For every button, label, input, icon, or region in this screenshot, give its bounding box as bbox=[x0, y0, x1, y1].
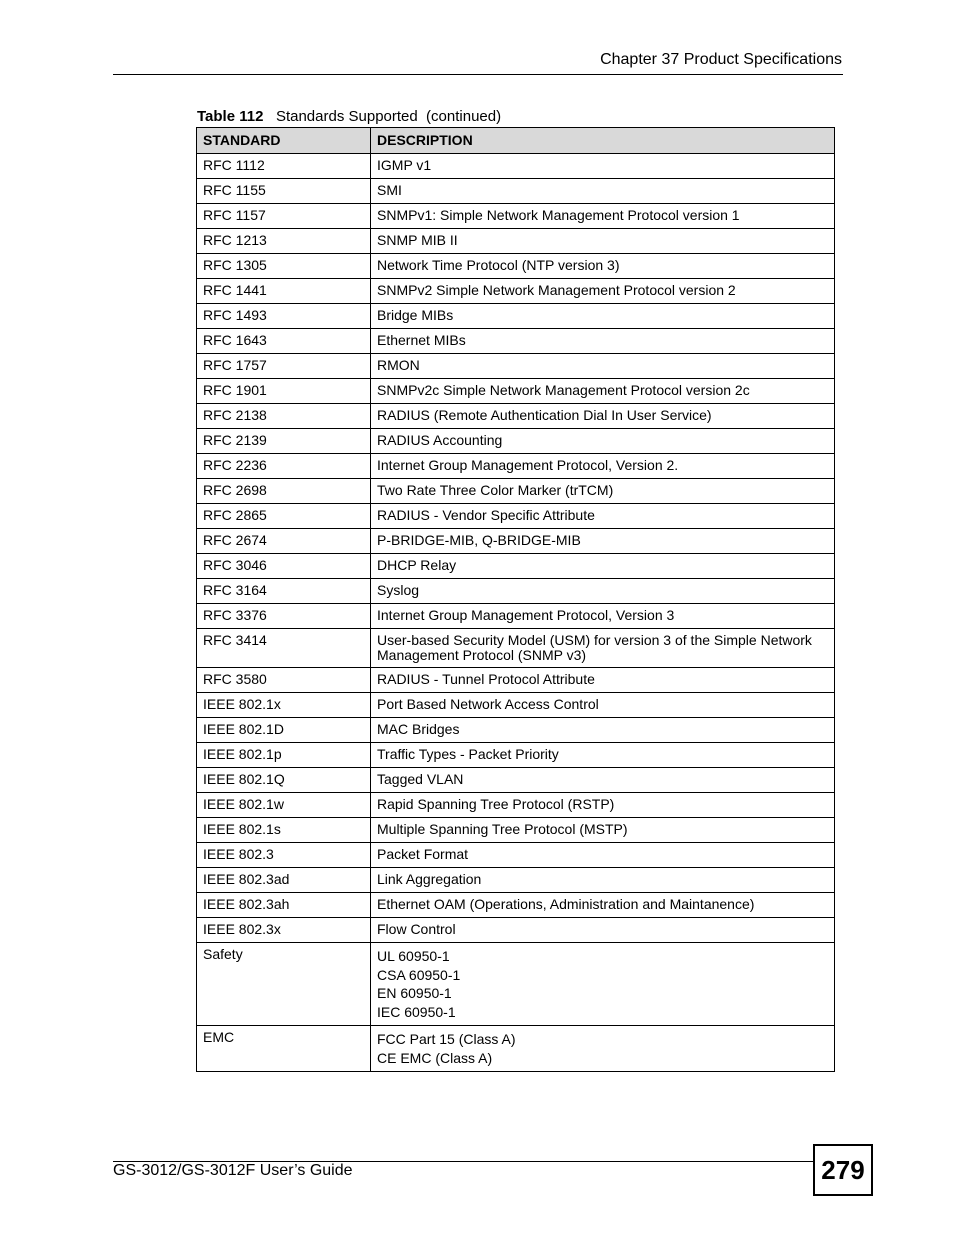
description-line: Rapid Spanning Tree Protocol (RSTP) bbox=[377, 796, 615, 812]
page-number: 279 bbox=[813, 1144, 873, 1196]
description-cell bbox=[371, 204, 835, 229]
description-line: Link Aggregation bbox=[377, 871, 482, 887]
standard-cell: RFC 1305 bbox=[197, 254, 371, 279]
description-cell bbox=[371, 579, 835, 604]
description-cell bbox=[371, 504, 835, 529]
description-cell bbox=[371, 379, 835, 404]
standard-cell: IEEE 802.1D bbox=[197, 718, 371, 743]
description-cell bbox=[371, 354, 835, 379]
description-cell bbox=[371, 304, 835, 329]
description-cell bbox=[371, 893, 835, 918]
column-header-description: DESCRIPTION bbox=[371, 128, 835, 154]
table-row bbox=[197, 943, 835, 1026]
description-line: Syslog bbox=[377, 582, 420, 598]
table-row bbox=[197, 529, 835, 554]
description-line: SNMPv2 Simple Network Management Protocol version 2 bbox=[377, 282, 736, 298]
standard-cell: RFC 2138 bbox=[197, 404, 371, 429]
standard-cell: RFC 1441 bbox=[197, 279, 371, 304]
table-row bbox=[197, 229, 835, 254]
table-row bbox=[197, 668, 835, 693]
description-cell bbox=[371, 554, 835, 579]
table-row bbox=[197, 793, 835, 818]
standard-cell: RFC 1157 bbox=[197, 204, 371, 229]
description-line: Tagged VLAN bbox=[377, 771, 464, 787]
table-row bbox=[197, 818, 835, 843]
table-caption-title: Standards Supported (continued) bbox=[275, 108, 502, 125]
standard-cell: RFC 3580 bbox=[197, 668, 371, 693]
description-cell bbox=[371, 718, 835, 743]
description-line: Internet Group Management Protocol, Version 3 bbox=[377, 607, 675, 623]
standard-cell: RFC 3376 bbox=[197, 604, 371, 629]
standard-cell: RFC 1112 bbox=[197, 154, 371, 179]
table-row bbox=[197, 868, 835, 893]
description-cell bbox=[371, 404, 835, 429]
table-row bbox=[197, 579, 835, 604]
description-cell bbox=[371, 818, 835, 843]
description-cell bbox=[371, 254, 835, 279]
standard-cell: IEEE 802.3 bbox=[197, 843, 371, 868]
table-header-row bbox=[197, 128, 835, 154]
description-line: IGMP v1 bbox=[377, 157, 432, 173]
table-row bbox=[197, 629, 835, 668]
standard-cell: IEEE 802.3ad bbox=[197, 868, 371, 893]
description-cell bbox=[371, 918, 835, 943]
table-row bbox=[197, 154, 835, 179]
table-caption bbox=[197, 108, 501, 125]
description-line: SNMPv1: Simple Network Management Protocol version 1 bbox=[377, 207, 740, 223]
description-cell bbox=[371, 843, 835, 868]
guide-title: GS-3012/GS-3012F User’s Guide bbox=[113, 1162, 353, 1179]
standard-cell: RFC 3046 bbox=[197, 554, 371, 579]
description-cell bbox=[371, 1026, 835, 1072]
standard-cell: RFC 3164 bbox=[197, 579, 371, 604]
description-cell bbox=[371, 154, 835, 179]
table-row bbox=[197, 743, 835, 768]
table-row bbox=[197, 693, 835, 718]
table-row bbox=[197, 354, 835, 379]
description-line: RADIUS - Vendor Specific Attribute bbox=[377, 507, 595, 523]
standard-cell: IEEE 802.3ah bbox=[197, 893, 371, 918]
standard-cell: RFC 1757 bbox=[197, 354, 371, 379]
description-cell bbox=[371, 179, 835, 204]
table-row bbox=[197, 504, 835, 529]
table-row bbox=[197, 379, 835, 404]
standard-cell: RFC 2865 bbox=[197, 504, 371, 529]
standard-cell: RFC 1643 bbox=[197, 329, 371, 354]
description-line: Flow Control bbox=[377, 921, 456, 937]
description-line: RMON bbox=[377, 357, 420, 373]
standard-cell: RFC 1901 bbox=[197, 379, 371, 404]
description-line: SMI bbox=[377, 182, 402, 198]
standard-cell: RFC 2674 bbox=[197, 529, 371, 554]
standard-cell: RFC 1155 bbox=[197, 179, 371, 204]
header-divider bbox=[113, 74, 843, 75]
table-row bbox=[197, 404, 835, 429]
description-cell bbox=[371, 529, 835, 554]
description-cell bbox=[371, 479, 835, 504]
description-line: RADIUS (Remote Authentication Dial In User Service) bbox=[377, 407, 712, 423]
description-line: UL 60950-1 bbox=[377, 948, 450, 964]
table-row bbox=[197, 1026, 835, 1072]
table-body bbox=[197, 154, 835, 1072]
table-caption-label: Table 112 bbox=[197, 108, 264, 125]
description-line: Two Rate Three Color Marker (trTCM) bbox=[377, 482, 614, 498]
standards-table bbox=[196, 127, 835, 1072]
description-line: User-based Security Model (USM) for version 3 of the Simple Network Management Protocol (SNMP v3) bbox=[377, 632, 812, 663]
table-row bbox=[197, 179, 835, 204]
standard-cell: IEEE 802.1p bbox=[197, 743, 371, 768]
description-cell bbox=[371, 668, 835, 693]
description-line: RADIUS Accounting bbox=[377, 432, 503, 448]
description-line: SNMPv2c Simple Network Management Protocol version 2c bbox=[377, 382, 750, 398]
table-row bbox=[197, 254, 835, 279]
description-cell bbox=[371, 329, 835, 354]
description-line: MAC Bridges bbox=[377, 721, 460, 737]
description-cell bbox=[371, 693, 835, 718]
table-row bbox=[197, 279, 835, 304]
description-line: Multiple Spanning Tree Protocol (MSTP) bbox=[377, 821, 628, 837]
description-line: SNMP MIB II bbox=[377, 232, 458, 248]
description-cell bbox=[371, 868, 835, 893]
description-line: IEC 60950-1 bbox=[377, 1003, 456, 1020]
description-line: CSA 60950-1 bbox=[377, 966, 461, 983]
standard-cell: IEEE 802.3x bbox=[197, 918, 371, 943]
table-row bbox=[197, 429, 835, 454]
description-cell bbox=[371, 454, 835, 479]
standard-cell: RFC 2698 bbox=[197, 479, 371, 504]
table-row bbox=[197, 843, 835, 868]
standard-cell: RFC 2236 bbox=[197, 454, 371, 479]
description-cell bbox=[371, 229, 835, 254]
description-line: Packet Format bbox=[377, 846, 469, 862]
description-cell bbox=[371, 743, 835, 768]
description-cell bbox=[371, 793, 835, 818]
table-row bbox=[197, 454, 835, 479]
description-line: Network Time Protocol (NTP version 3) bbox=[377, 257, 620, 273]
description-line: Port Based Network Access Control bbox=[377, 696, 599, 712]
description-line: CE EMC (Class A) bbox=[377, 1049, 493, 1066]
table-row bbox=[197, 604, 835, 629]
table-row bbox=[197, 204, 835, 229]
standard-cell: RFC 1493 bbox=[197, 304, 371, 329]
standard-cell: EMC bbox=[197, 1026, 371, 1072]
standard-cell: RFC 1213 bbox=[197, 229, 371, 254]
standard-cell: Safety bbox=[197, 943, 371, 1026]
description-line: DHCP Relay bbox=[377, 557, 457, 573]
description-line: FCC Part 15 (Class A) bbox=[377, 1031, 516, 1047]
table-row bbox=[197, 718, 835, 743]
description-cell bbox=[371, 629, 835, 668]
chapter-header: Chapter 37 Product Specifications bbox=[600, 51, 842, 68]
description-cell bbox=[371, 604, 835, 629]
table-row bbox=[197, 304, 835, 329]
standard-cell: IEEE 802.1w bbox=[197, 793, 371, 818]
description-cell bbox=[371, 429, 835, 454]
table-row bbox=[197, 893, 835, 918]
description-line: Traffic Types - Packet Priority bbox=[377, 746, 559, 762]
table-row bbox=[197, 479, 835, 504]
standard-cell: RFC 3414 bbox=[197, 629, 371, 668]
description-line: Ethernet MIBs bbox=[377, 332, 466, 348]
description-line: P-BRIDGE-MIB, Q-BRIDGE-MIB bbox=[377, 532, 581, 548]
description-line: RADIUS - Tunnel Protocol Attribute bbox=[377, 671, 595, 687]
table-row bbox=[197, 918, 835, 943]
standard-cell: IEEE 802.1s bbox=[197, 818, 371, 843]
table-row bbox=[197, 554, 835, 579]
standard-cell: IEEE 802.1Q bbox=[197, 768, 371, 793]
standard-cell: RFC 2139 bbox=[197, 429, 371, 454]
column-header-standard: STANDARD bbox=[197, 128, 371, 154]
description-line: Internet Group Management Protocol, Version 2. bbox=[377, 457, 679, 473]
description-cell bbox=[371, 943, 835, 1026]
table-row bbox=[197, 768, 835, 793]
description-line: Ethernet OAM (Operations, Administration and Maintanence) bbox=[377, 896, 755, 912]
description-line: EN 60950-1 bbox=[377, 985, 452, 1001]
table-row bbox=[197, 329, 835, 354]
description-line: Bridge MIBs bbox=[377, 307, 454, 323]
description-cell bbox=[371, 279, 835, 304]
description-cell bbox=[371, 768, 835, 793]
standard-cell: IEEE 802.1x bbox=[197, 693, 371, 718]
